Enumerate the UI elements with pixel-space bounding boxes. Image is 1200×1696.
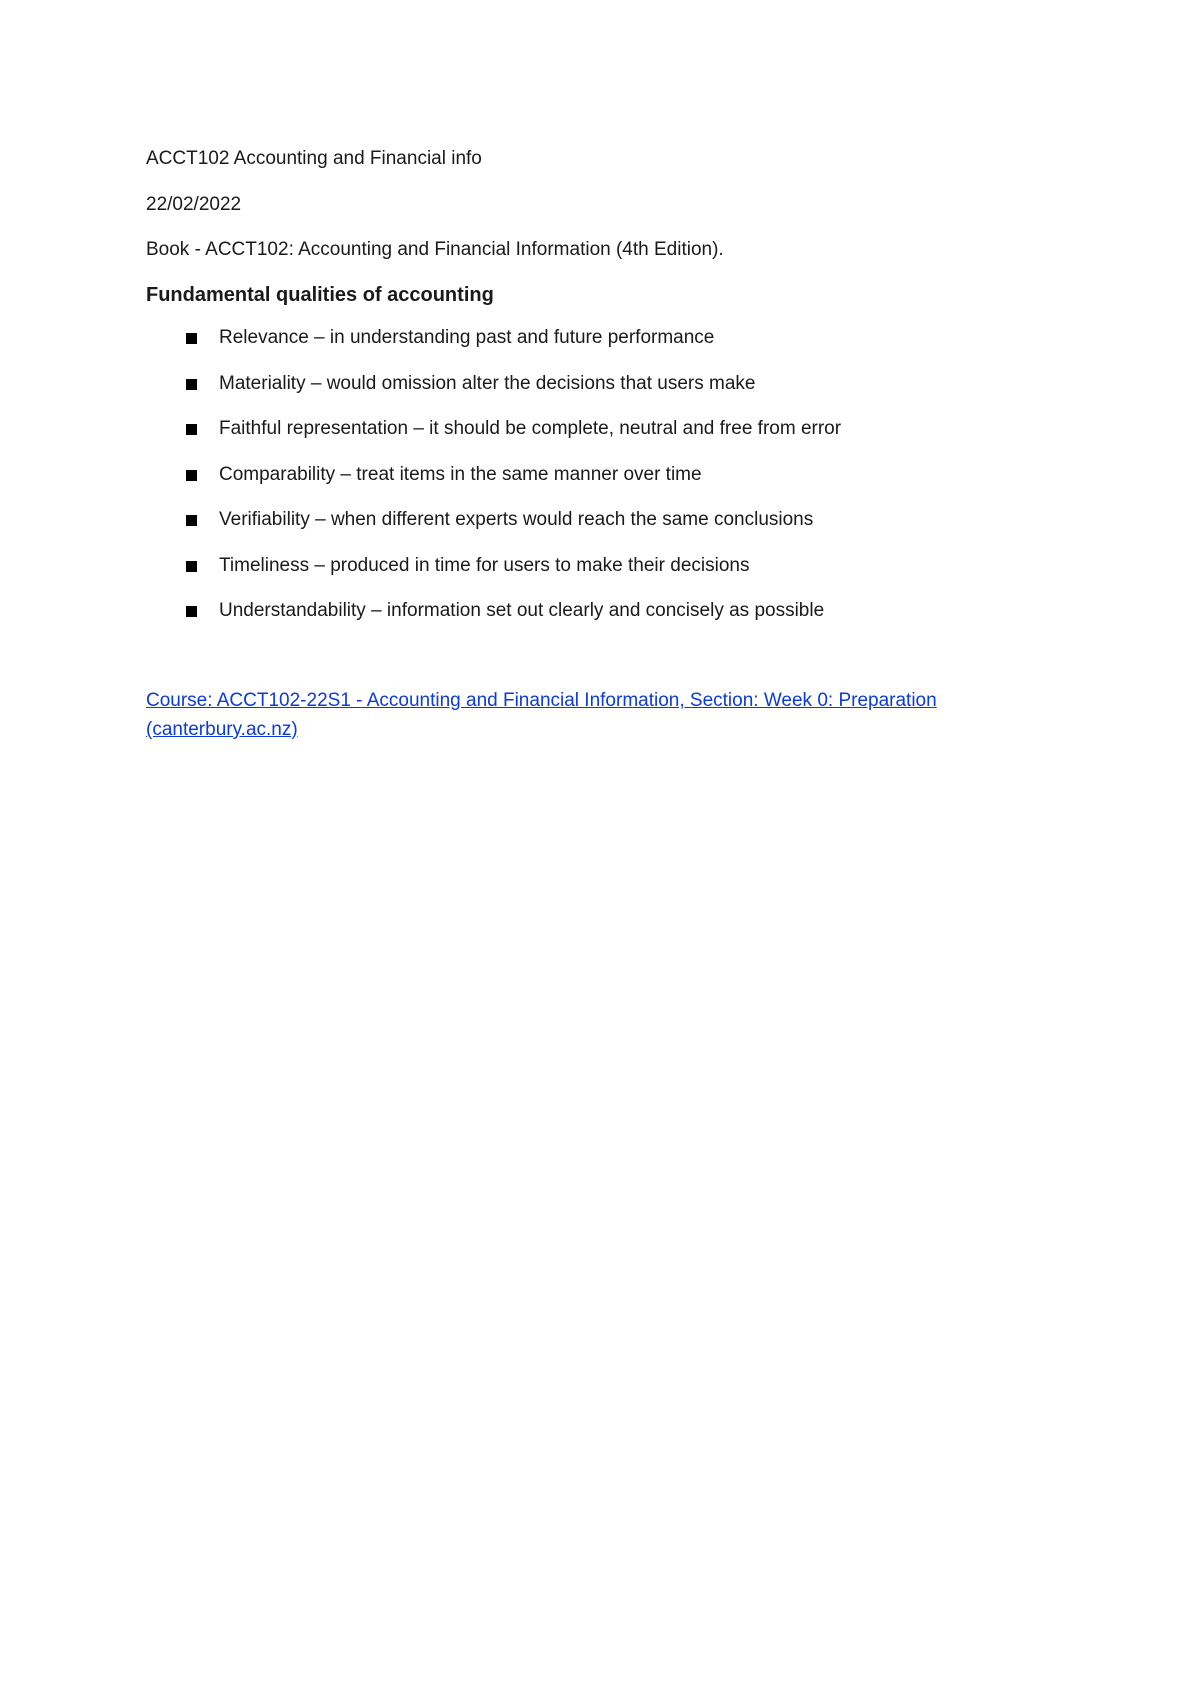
list-item-text: Comparability – treat items in the same manner over time	[219, 463, 702, 485]
square-bullet-icon	[186, 515, 197, 526]
square-bullet-icon	[186, 561, 197, 572]
qualities-list	[146, 325, 1046, 624]
document-body	[146, 146, 1046, 744]
list-item	[146, 507, 1046, 533]
list-item	[146, 325, 1046, 351]
square-bullet-icon	[186, 470, 197, 481]
list-item	[146, 416, 1046, 442]
list-item	[146, 462, 1046, 488]
list-item-text: Faithful representation – it should be complete, neutral and free from error	[219, 418, 842, 439]
list-item-text: Relevance – in understanding past and future performance	[219, 327, 715, 348]
square-bullet-icon	[186, 379, 197, 390]
list-item-text: Understandability – information set out clearly and concisely as possible	[219, 600, 825, 621]
square-bullet-icon	[186, 424, 197, 435]
course-link[interactable]: Course: ACCT102-22S1 - Accounting and Financial Information, Section: Week 0: Preparation (canterbury.ac.nz)	[146, 690, 937, 740]
list-item-text: Timeliness – produced in time for users to make their decisions	[219, 554, 750, 576]
list-item-text: Materiality – would omission alter the decisions that users make	[219, 372, 756, 394]
book-reference: Book - ACCT102: Accounting and Financial Information (4th Edition).	[146, 239, 724, 260]
list-item	[146, 598, 1046, 624]
list-item	[146, 371, 1046, 397]
square-bullet-icon	[186, 333, 197, 344]
document-date: 22/02/2022	[146, 194, 242, 215]
list-item	[146, 553, 1046, 579]
section-heading: Fundamental qualities of accounting	[146, 284, 494, 306]
course-link-block	[146, 686, 1006, 744]
square-bullet-icon	[186, 606, 197, 617]
list-item-text: Verifiability – when different experts would reach the same conclusions	[219, 509, 814, 530]
document-title-line: ACCT102 Accounting and Financial info	[146, 148, 482, 169]
